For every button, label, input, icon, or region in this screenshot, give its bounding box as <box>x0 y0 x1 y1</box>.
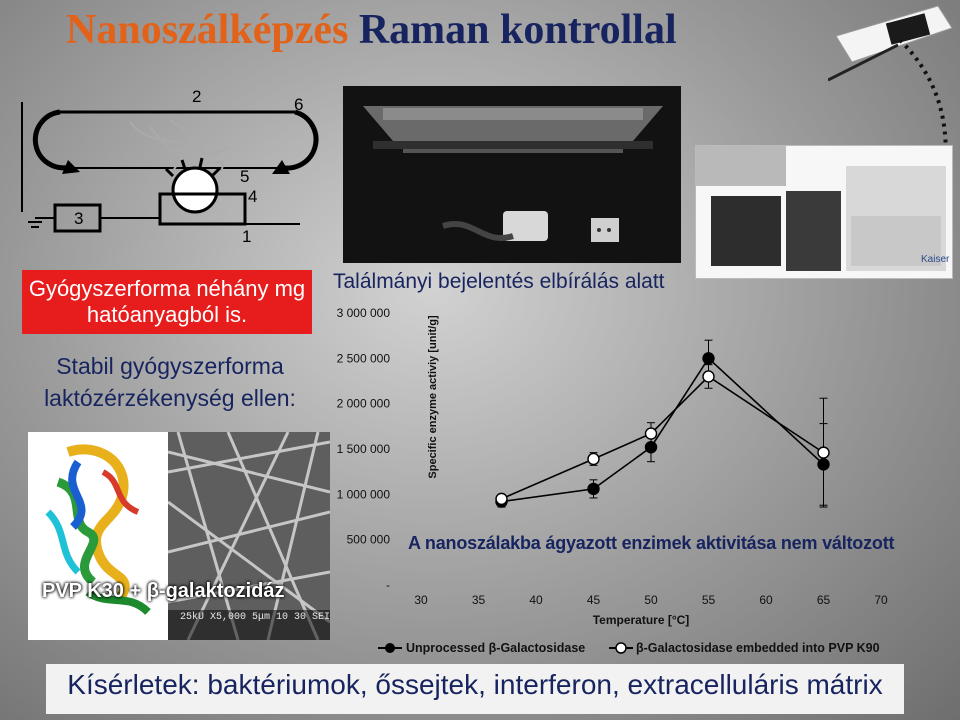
slide-title <box>66 6 677 54</box>
y-tick-label: 1 000 000 <box>336 487 390 502</box>
sem-nanofiber-image <box>168 432 330 640</box>
raman-spectrometer-photo <box>695 145 953 279</box>
y-tick-label: 500 000 <box>346 532 390 547</box>
title-part-2: Raman kontrollal <box>358 7 677 53</box>
series-line <box>502 358 824 501</box>
y-tick-label: 2 500 000 <box>336 351 390 366</box>
schematic-label: 1 <box>242 227 252 246</box>
x-tick-label: 60 <box>759 593 773 607</box>
data-point-unprocessed <box>588 483 599 494</box>
device-brand-label: Kaiser <box>921 254 950 265</box>
x-tick-label: 40 <box>529 593 543 607</box>
data-point-embedded <box>496 493 507 504</box>
stable-formulation-text <box>20 350 320 414</box>
x-tick-label: 55 <box>701 593 716 607</box>
schematic-label: 5 <box>240 167 250 186</box>
series-line <box>502 376 824 498</box>
legend-label-unprocessed: Unprocessed β-Galactosidase <box>406 641 586 655</box>
x-tick-label: 35 <box>471 593 486 607</box>
x-axis-tick-labels <box>414 593 888 607</box>
legend-marker-embedded <box>616 643 626 653</box>
bottom-banner-text: Kísérletek: baktériumok, őssejtek, interferon, extracelluláris mátrix <box>67 669 883 700</box>
schematic-label: 4 <box>248 187 258 206</box>
y-axis-label: Specific enzyme activiy [unit/g] <box>427 315 439 479</box>
x-tick-label: 50 <box>644 593 658 607</box>
data-point-embedded <box>646 428 657 439</box>
enzyme-activity-chart <box>330 300 930 660</box>
chart-legend <box>378 641 880 655</box>
x-axis-label: Temperature [°C] <box>592 613 690 627</box>
legend-marker-unprocessed <box>385 643 395 653</box>
y-tick-label: 3 000 000 <box>336 306 390 320</box>
schematic-label: 3 <box>74 209 84 228</box>
x-tick-label: 30 <box>414 593 428 607</box>
electrospinning-rig-photo <box>343 86 681 263</box>
schematic-label: 6 <box>294 95 304 114</box>
highlight-box <box>22 270 312 334</box>
sem-caption: 25kU X5,000 5μm 10 30 SEI <box>180 612 331 623</box>
stable-text-line-2: laktózérzékenység ellen: <box>44 385 296 411</box>
highlight-text: Gyógyszerforma néhány mg hatóanyagból is. <box>28 276 306 327</box>
x-tick-label: 65 <box>816 593 831 607</box>
data-point-unprocessed <box>646 442 657 453</box>
data-point-unprocessed <box>818 459 829 470</box>
pvp-label: PVP K30 + β-galaktozidáz <box>42 580 285 602</box>
patent-note: Találmányi bejelentés elbírálás alatt <box>333 270 665 293</box>
protein-structure-image <box>28 432 168 640</box>
electrospinning-schematic <box>10 72 338 250</box>
x-tick-label: 45 <box>586 593 601 607</box>
y-tick-label: 2 000 000 <box>336 396 390 411</box>
stable-text-line-1: Stabil gyógyszerforma <box>56 353 284 379</box>
schematic-label: 2 <box>192 87 202 106</box>
data-point-unprocessed <box>703 353 714 364</box>
legend-label-embedded: β-Galactosidase embedded into PVP K90 <box>636 641 880 655</box>
data-point-embedded <box>703 371 714 382</box>
x-tick-label: 70 <box>874 593 888 607</box>
title-part-1: Nanoszálképzés <box>66 7 349 53</box>
y-axis-tick-labels <box>337 306 391 592</box>
nanofiber-activity-note: A nanoszálakba ágyazott enzimek aktivitása nem változott <box>408 533 895 553</box>
data-point-embedded <box>818 447 829 458</box>
y-tick-label: - <box>386 578 390 592</box>
y-tick-label: 1 500 000 <box>336 442 390 456</box>
chart-series <box>496 340 829 507</box>
data-point-embedded <box>588 453 599 464</box>
